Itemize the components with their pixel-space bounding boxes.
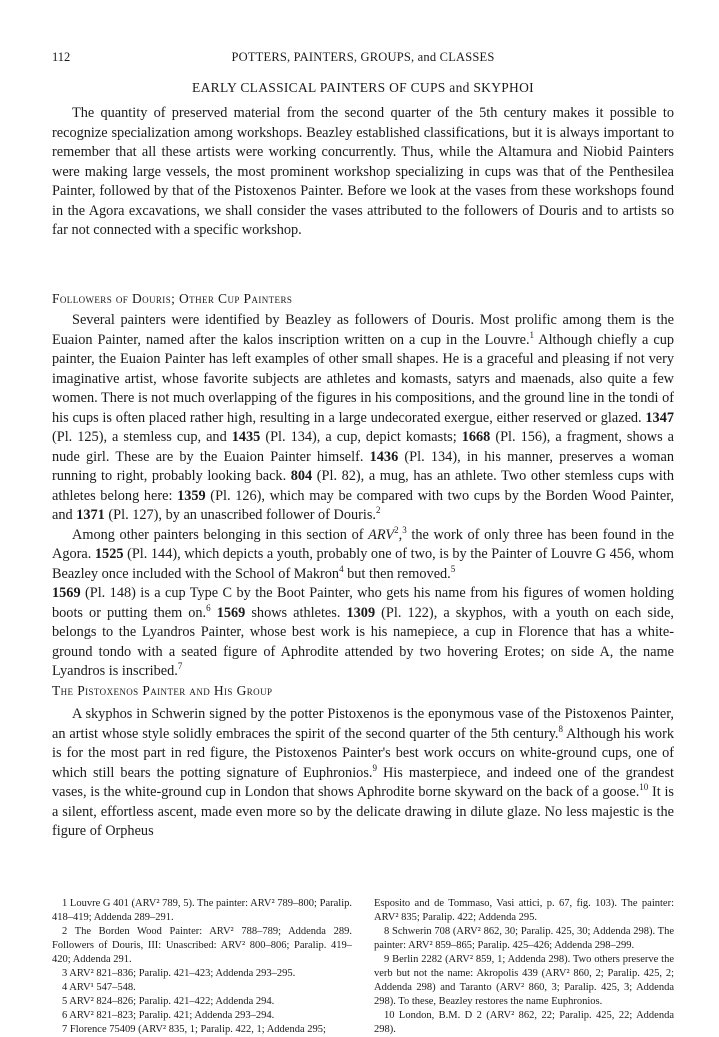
footnotes-right-column [374,897,674,1037]
paragraph-pistoxenos: A skyphos in Schwerin signed by the potter Pistoxenos is the eponymous vase of the Pistoxenos Painter, an artist whose style solidly embraces the spirit of the second quarter of the 5th century.$^8$ Although his work is for the most part in red figure, the Pistoxenos Painter's best work occurs on white-ground cups, one of which still bears the potting signature of Euphronios.$^9$ His masterpiece, and indeed one of the grandest vases, is the white-ground cup in London that shows Aphrodite borne skyward on the back of a goose.$^{10}$ It is a silent, effortless ascent, made even more so by the delicate drawing in dilute glaze. No less majestic is the figure of Orpheus [52,706,674,839]
catalogue-number: 1371 [76,507,105,523]
section-heading-followers-of-douris: Followers of Douris; Other Cup Painters [52,291,293,306]
footnotes-left-column [52,897,352,1037]
footnote-ref-9[interactable]: 9 [372,762,377,773]
footnote-8: 8 Schwerin 708 (ARV² 862, 30; Paralip. 425, 30; Addenda 298). The painter: ARV² 859–865; Paralip. 425–426; Addenda 298–299. [374,926,674,951]
catalogue-number: 1436 [369,448,399,465]
footnote-ref-10[interactable]: 10 [639,782,649,793]
intro-paragraph-block [52,104,674,241]
footnote-6: 6 ARV² 821–823; Paralip. 421; Addenda 293–294. [62,1010,275,1021]
catalogue-number: 1525 [94,546,124,562]
page-header [52,50,674,68]
footnote-5: 5 ARV² 824–826; Paralip. 421–422; Addenda 294. [62,996,275,1007]
footnote-1: 1 Louvre G 401 (ARV² 789, 5). The painter: ARV² 789–800; Paralip. 418–419; Addenda 289–291. [52,898,352,923]
catalogue-number: 1569 [52,585,81,601]
catalogue-number: 1359 [177,487,206,504]
footnote-7: 7 Florence 75409 (ARV² 835, 1; Paralip. 422, 1; Addenda 295; [62,1024,326,1035]
footnote-ref-8[interactable]: 8 [558,723,564,734]
footnote-10: 10 London, B.M. D 2 (ARV² 862, 22; Paralip. 425, 22; Addenda 298). [374,1010,674,1035]
paragraph-other-painters: Among other painters belonging in this section of ARV$^2$,$^3$ the work of only three has been found in the Agora. 1525 (Pl. 144), which depicts a youth, probably one of two, is by the Painter of Louvre G 456, whom Beazley once included with the School of Makron$^4$ but then removed.$^5$ 1569 (Pl. 148) is a cup Type C by the Boot Painter, who gets his name from his figures of women holding boots or putting them on.$^6$ 1569 shows athletes. 1309 (Pl. 122), a skyphos, with a youth on each side, belongs to the Lyandros Painter, whose best work is his namepiece, a cup in Florence that has a white-ground tondo with a seated figure of Aphrodite attended by two hovering Erotes; on side A, the name Lyandros is inscribed.$^7$ [52,524,675,679]
section-pistoxenos-painter [52,682,674,842]
catalogue-number: 804 [290,468,313,484]
catalogue-number: 1668 [461,429,491,445]
catalogue-number: 1347 [645,409,674,426]
footnote-ref-1[interactable]: 1 [529,329,535,340]
footnote-ref-6[interactable]: 6 [206,602,211,613]
footnote-4: 4 ARV¹ 547–548. [62,982,136,993]
footnote-7-continued: Esposito and de Tommaso, Vasi attici, p. 67, fig. 103). The painter: ARV² 835; Paralip. 422; Addenda 295. [374,898,674,923]
intro-paragraph: The quantity of preserved material from the second quarter of the 5th century makes it possible to recognize specialization among workshops. Beazley established classifications, but it is always important to remember that all these artists were working concurrently. Thus, while the Altamura and Niobid Painters were making large vessels, the most prominent workshop specializing in cups was that of the Penthesilea Painter, followed by that of the Pistoxenos Painter. Before we look at the vases from these workshops found in the Agora excavations, we shall consider the vases attributed to the followers of Douris and to artists so far not connected with a specific workshop. [52,105,674,238]
page-number: 112 [52,50,71,64]
catalogue-number: 1309 [346,604,376,621]
footnote-ref-2[interactable]: 2 [376,505,381,516]
footnote-3: 3 ARV² 821–836; Paralip. 421–423; Addenda 293–295. [62,968,296,979]
catalogue-number: 1435 [231,429,261,445]
footnote-ref-5[interactable]: 5 [450,563,456,574]
footnote-ref-4[interactable]: 4 [339,563,344,574]
footnote-9: 9 Berlin 2282 (ARV² 859, 1; Addenda 298). Two others preserve the verb but not the name: Akropolis 439 (ARV² 860, 2; Paralip. 425, 2; Addenda 298) and Taranto (ARV² 860, 3; Paralip. 425, 3; Addenda 298). To these, Beazley restores the name Euphronios. [374,954,674,1007]
section-heading-pistoxenos-painter: The Pistoxenos Painter and His Group [52,683,273,698]
section-followers-of-douris [52,290,674,682]
footnote-ref-3[interactable]: 3 [402,524,407,535]
section-title: EARLY CLASSICAL PAINTERS OF CUPS and SKYPHOI [192,80,534,95]
footnote-2: 2 The Borden Wood Painter: ARV² 788–789; Addenda 289. Followers of Douris, III: Unascribed: ARV² 800–806; Paralip. 419–420; Addenda 291. [52,926,352,965]
catalogue-number: 1569 [216,604,246,621]
paragraph-euaion-painter: Several painters were identified by Beazley as followers of Douris. Most prolific among them is the Euaion Painter, named after the kalos inscription written on a cup in the Louvre.$^1$ Although chiefly a cup painter, the Euaion Painter has left examples of other small shapes. He is a graceful and pleasing if not very imaginative artist, whose favorite subjects are athletes and komasts, satyrs and maenads, also quite a few women. There is not much overlapping of the figures in his compositions, and the ground line in the tondi of his cups is often placed rather high, resulting in a large undecorated exergue, either reserved or glazed. 1347 (Pl. 125), a stemless cup, and 1435 (Pl. 134), a cup, depict komasts; 1668 (Pl. 156), a fragment, shows a nude girl. These are by the Euaion Painter himself. 1436 (Pl. 134), in his manner, preserves a woman running to right, probably looking back. 804 (Pl. 82), a mug, has an athlete. Two other stemless cups with athletes belong here: 1359 (Pl. 126), which may be compared with two cups by the Borden Wood Painter, and 1371 (Pl. 127), by an unascribed follower of Douris.$^2$ [52,312,675,523]
running-head: POTTERS, PAINTERS, GROUPS, and CLASSES [231,50,495,64]
footnote-ref-7[interactable]: 7 [177,661,183,672]
